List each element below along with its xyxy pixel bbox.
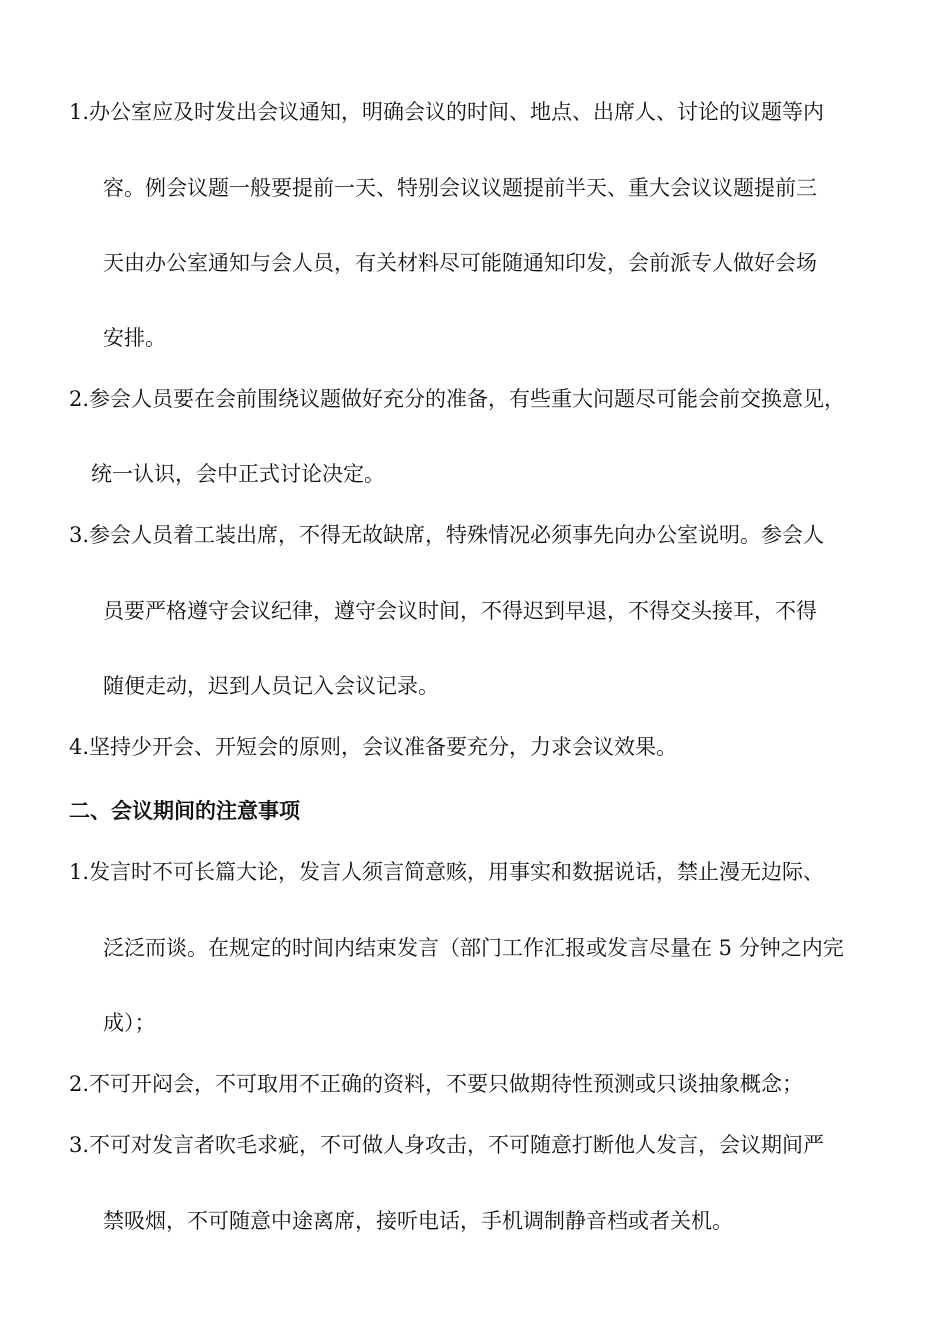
item-1-line-4: 安排。 [103, 326, 166, 350]
section-item-3-line-2: 禁吸烟，不可随意中途离席，接听电话，手机调制静音档或者关机。 [103, 1209, 733, 1233]
item-2-line-2: 统一认识，会中正式讨论决定。 [91, 462, 385, 486]
item-4-line-1: 4.坚持少开会、开短会的原则，会议准备要充分，力求会议效果。 [69, 735, 678, 759]
section-heading: 二、会议期间的注意事项 [69, 798, 300, 823]
section-item-2-line-1: 2.不可开闷会，不可取用不正确的资料，不要只做期待性预测或只谈抽象概念； [69, 1072, 804, 1096]
item-1-line-1: 1.办公室应及时发出会议通知，明确会议的时间、地点、出席人、讨论的议题等内 [69, 100, 825, 124]
section-item-1-line-3: 成）； [103, 1011, 156, 1035]
item-3-line-3: 随便走动，迟到人员记入会议记录。 [103, 674, 439, 698]
section-item-3-line-1: 3.不可对发言者吹毛求疵，不可做人身攻击，不可随意打断他人发言，会议期间严 [69, 1133, 825, 1157]
item-3-line-1: 3.参会人员着工装出席，不得无故缺席，特殊情况必须事先向办公室说明。参会人 [69, 523, 825, 547]
item-2-line-1: 2.参会人员要在会前围绕议题做好充分的准备，有些重大问题尽可能会前交换意见， [69, 387, 846, 411]
section-item-1-line-2: 泛泛而谈。在规定的时间内结束发言（部门工作汇报或发言尽量在 5 分钟之内完 [103, 936, 844, 960]
item-1-line-2: 容。例会议题一般要提前一天、特别会议议题提前半天、重大会议议题提前三 [103, 176, 817, 200]
item-3-line-2: 员要严格遵守会议纪律，遵守会议时间，不得迟到早退，不得交头接耳，不得 [103, 599, 817, 623]
item-1-line-3: 天由办公室通知与会人员，有关材料尽可能随通知印发，会前派专人做好会场 [103, 251, 817, 275]
section-item-1-line-1: 1.发言时不可长篇大论，发言人须言简意赅，用事实和数据说话，禁止漫无边际、 [69, 860, 825, 884]
